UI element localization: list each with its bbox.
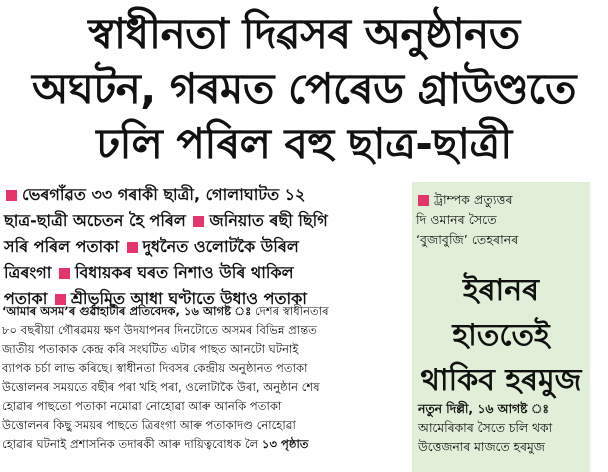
story-body: [2, 302, 400, 454]
deck-text: দুধনৈত ওলোটকৈ উৰিল: [142, 237, 299, 256]
deck-text: শ্ৰীভূমিত আধা ঘণ্টাতে উধাও পতাকা: [70, 289, 307, 308]
body-line: উত্তোলনৰ কিছু সময়ৰ পাছতে ত্ৰিৰংগা আৰু পতাকাদণ্ড নোহোৱা: [2, 418, 296, 432]
deck-text: ভেৰগাঁৱত ৩৩ গৰাকী ছাত্ৰী, গোলাঘাটত ১২: [22, 185, 306, 204]
sidebar-body: [418, 400, 590, 457]
bullet-square-icon: [418, 195, 429, 206]
sidebar-body-line: আমেৰিকাৰ সৈতে চলি থকা: [418, 421, 553, 435]
deck-text: ত্ৰিৰংগা: [4, 263, 52, 282]
body-line: দেশৰ স্বাধীনতাৰ: [255, 304, 329, 318]
continued-link[interactable]: ১৩ পৃষ্ঠাত: [261, 437, 309, 451]
bullet-square-icon: [6, 190, 17, 201]
deck-text: ছাত্ৰ-ছাত্ৰী অচেতন হৈ পৰিল: [4, 211, 186, 230]
bullet-square-icon: [127, 242, 138, 253]
deck-text: বিধায়কৰ ঘৰত নিশাও উৰি থাকিল: [74, 263, 294, 282]
sidebar-title-line-3: থাকিব হৰমুজ: [420, 363, 582, 398]
sidebar-deck: [416, 190, 590, 250]
sidebar-title-line-1: ইৰানৰ: [463, 273, 539, 308]
bullet-square-icon: [193, 216, 204, 227]
deck-text: জনিয়াত ৰছী ছিগি: [209, 211, 328, 230]
body-line: ৮০ বছৰীয়া গৌৰৱময় ক্ষণ উদযাপনৰ দিনটোতে অসমৰ বিভিন্ন প্ৰান্তত: [2, 323, 317, 337]
body-line: হোৱাৰ পাছতো পতাকা নমোৱা নোহোৱা আৰু আনকি পতাকা: [2, 399, 282, 413]
deck-text: পতাকা: [4, 289, 48, 308]
sidebar-deck-text: দি ওমানৰ সৈতে: [416, 212, 497, 227]
sidebar-dateline: নতুন দিল্লী, ১৬ আগষ্ট ঃ: [418, 402, 549, 416]
body-line: হোৱাৰ ঘটনাই প্ৰশাসনিক তদাৰকী আৰু দায়িত্ববোধক লৈ: [2, 437, 259, 451]
body-line: ব্যাপক চৰ্চা লাভ কৰিছে। স্বাধীনতা দিবসৰ কেন্দ্ৰীয় অনুষ্ঠানত পতাকা: [2, 361, 308, 375]
sidebar-body-line: উত্তেজনাৰ মাজতে হৰমুজ: [418, 440, 545, 454]
story-deck: [4, 182, 404, 312]
body-line: জাতীয় পতাকাক কেন্দ্ৰ কৰি সংঘটিত এটাৰ পাছত আনটো ঘটনাই: [2, 342, 299, 356]
dateline: ‘আমাৰ অসম’ৰ গুৱাহাটীৰ প্ৰতিবেদক, ১৬ আগষ্ট ঃ: [2, 304, 252, 318]
body-line: উত্তোলনৰ সময়তে বছীৰ পৰা খহি পৰা, ওলোটাকৈ উৰা, অনুষ্ঠান শেষ: [2, 380, 320, 394]
headline-line-1: স্বাধীনতা দিৱসৰ অনুষ্ঠানত: [88, 9, 520, 58]
headline-line-2: অঘটন, গৰমত পেৰেড গ্ৰাউণ্ডতে: [32, 64, 576, 113]
sidebar-deck-text: ‘বুজাবুজি’ তেহৰানৰ: [416, 232, 519, 247]
headline-line-3: ঢলি পৰিল বহু ছাত্ৰ-ছাত্ৰী: [96, 119, 512, 168]
bullet-square-icon: [59, 268, 70, 279]
deck-text: সৰি পৰিল পতাকা: [4, 237, 120, 256]
sidebar-title-line-2: হাততেই: [452, 318, 550, 353]
sidebar-deck-text: ট্ৰাম্পক প্ৰত্যুত্তৰ: [434, 192, 513, 207]
